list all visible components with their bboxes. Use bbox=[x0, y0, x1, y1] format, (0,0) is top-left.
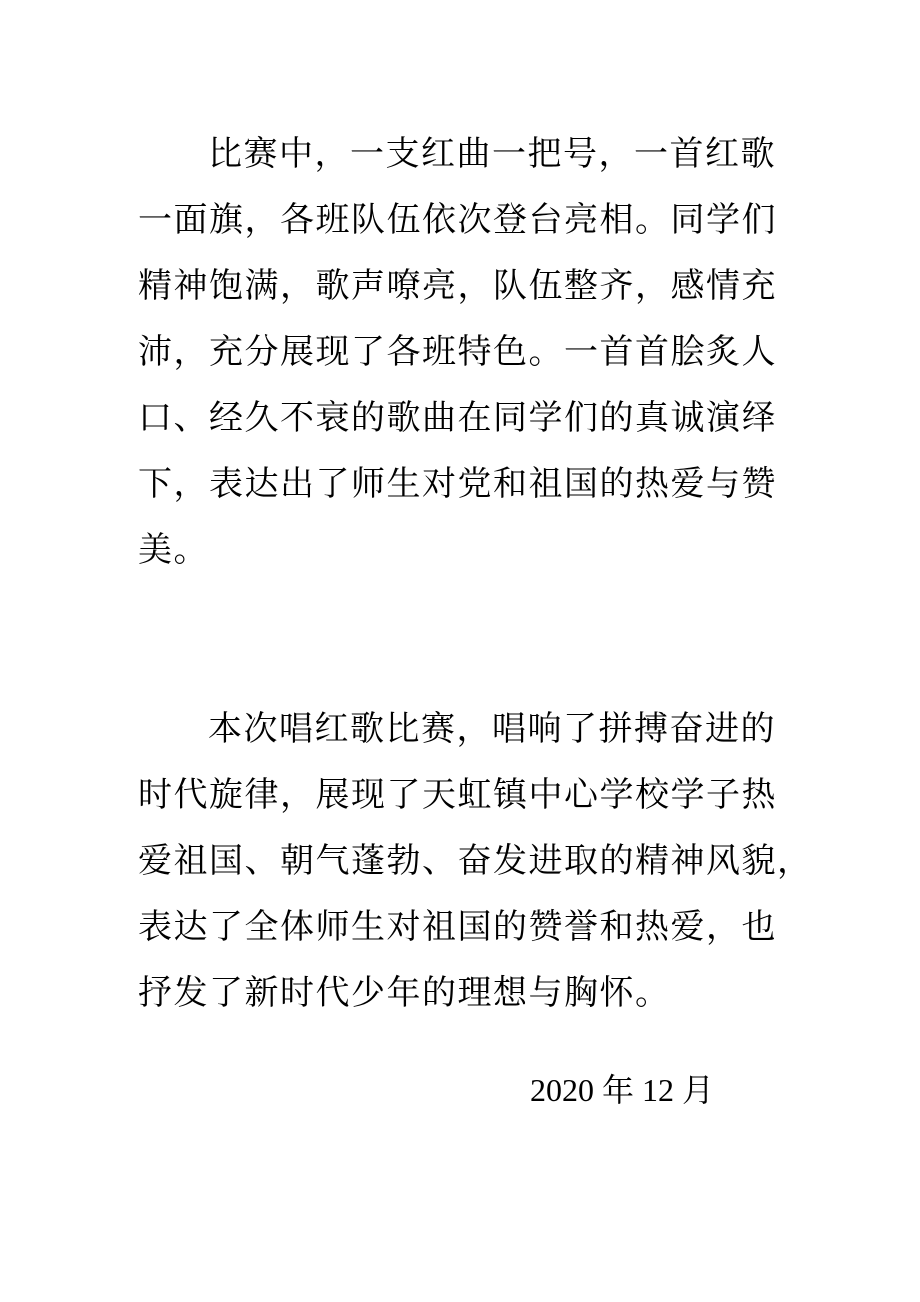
paragraph-summary bbox=[138, 696, 813, 1026]
paragraph-competition bbox=[138, 121, 777, 583]
document-date: 2020 年 12 月 bbox=[530, 1072, 715, 1108]
paragraph-line: 口、经久不衰的歌曲在同学们的真诚演绎 bbox=[138, 398, 777, 438]
paragraph-line: 精神饱满，歌声嘹亮，队伍整齐，感情充 bbox=[138, 266, 777, 306]
paragraph-line: 下，表达出了师生对党和祖国的热爱与赞 bbox=[138, 464, 777, 504]
paragraph-line: 比赛中，一支红曲一把号，一首红歌 bbox=[208, 134, 776, 174]
paragraph-line: 本次唱红歌比赛，唱响了拼搏奋进的 bbox=[208, 709, 776, 749]
paragraph-line: 美。 bbox=[138, 530, 209, 570]
paragraph-line: 抒发了新时代少年的理想与胸怀。 bbox=[138, 973, 671, 1013]
paragraph-line: 一面旗，各班队伍依次登台亮相。同学们 bbox=[138, 200, 777, 240]
paragraph-line: 爱祖国、朝气蓬勃、奋发进取的精神风貌， bbox=[138, 841, 813, 881]
paragraph-line: 时代旋律，展现了天虹镇中心学校学子热 bbox=[138, 775, 777, 815]
paragraph-line: 表达了全体师生对祖国的赞誉和热爱，也 bbox=[138, 907, 777, 947]
paragraph-line: 沛，充分展现了各班特色。一首首脍炙人 bbox=[138, 332, 777, 372]
